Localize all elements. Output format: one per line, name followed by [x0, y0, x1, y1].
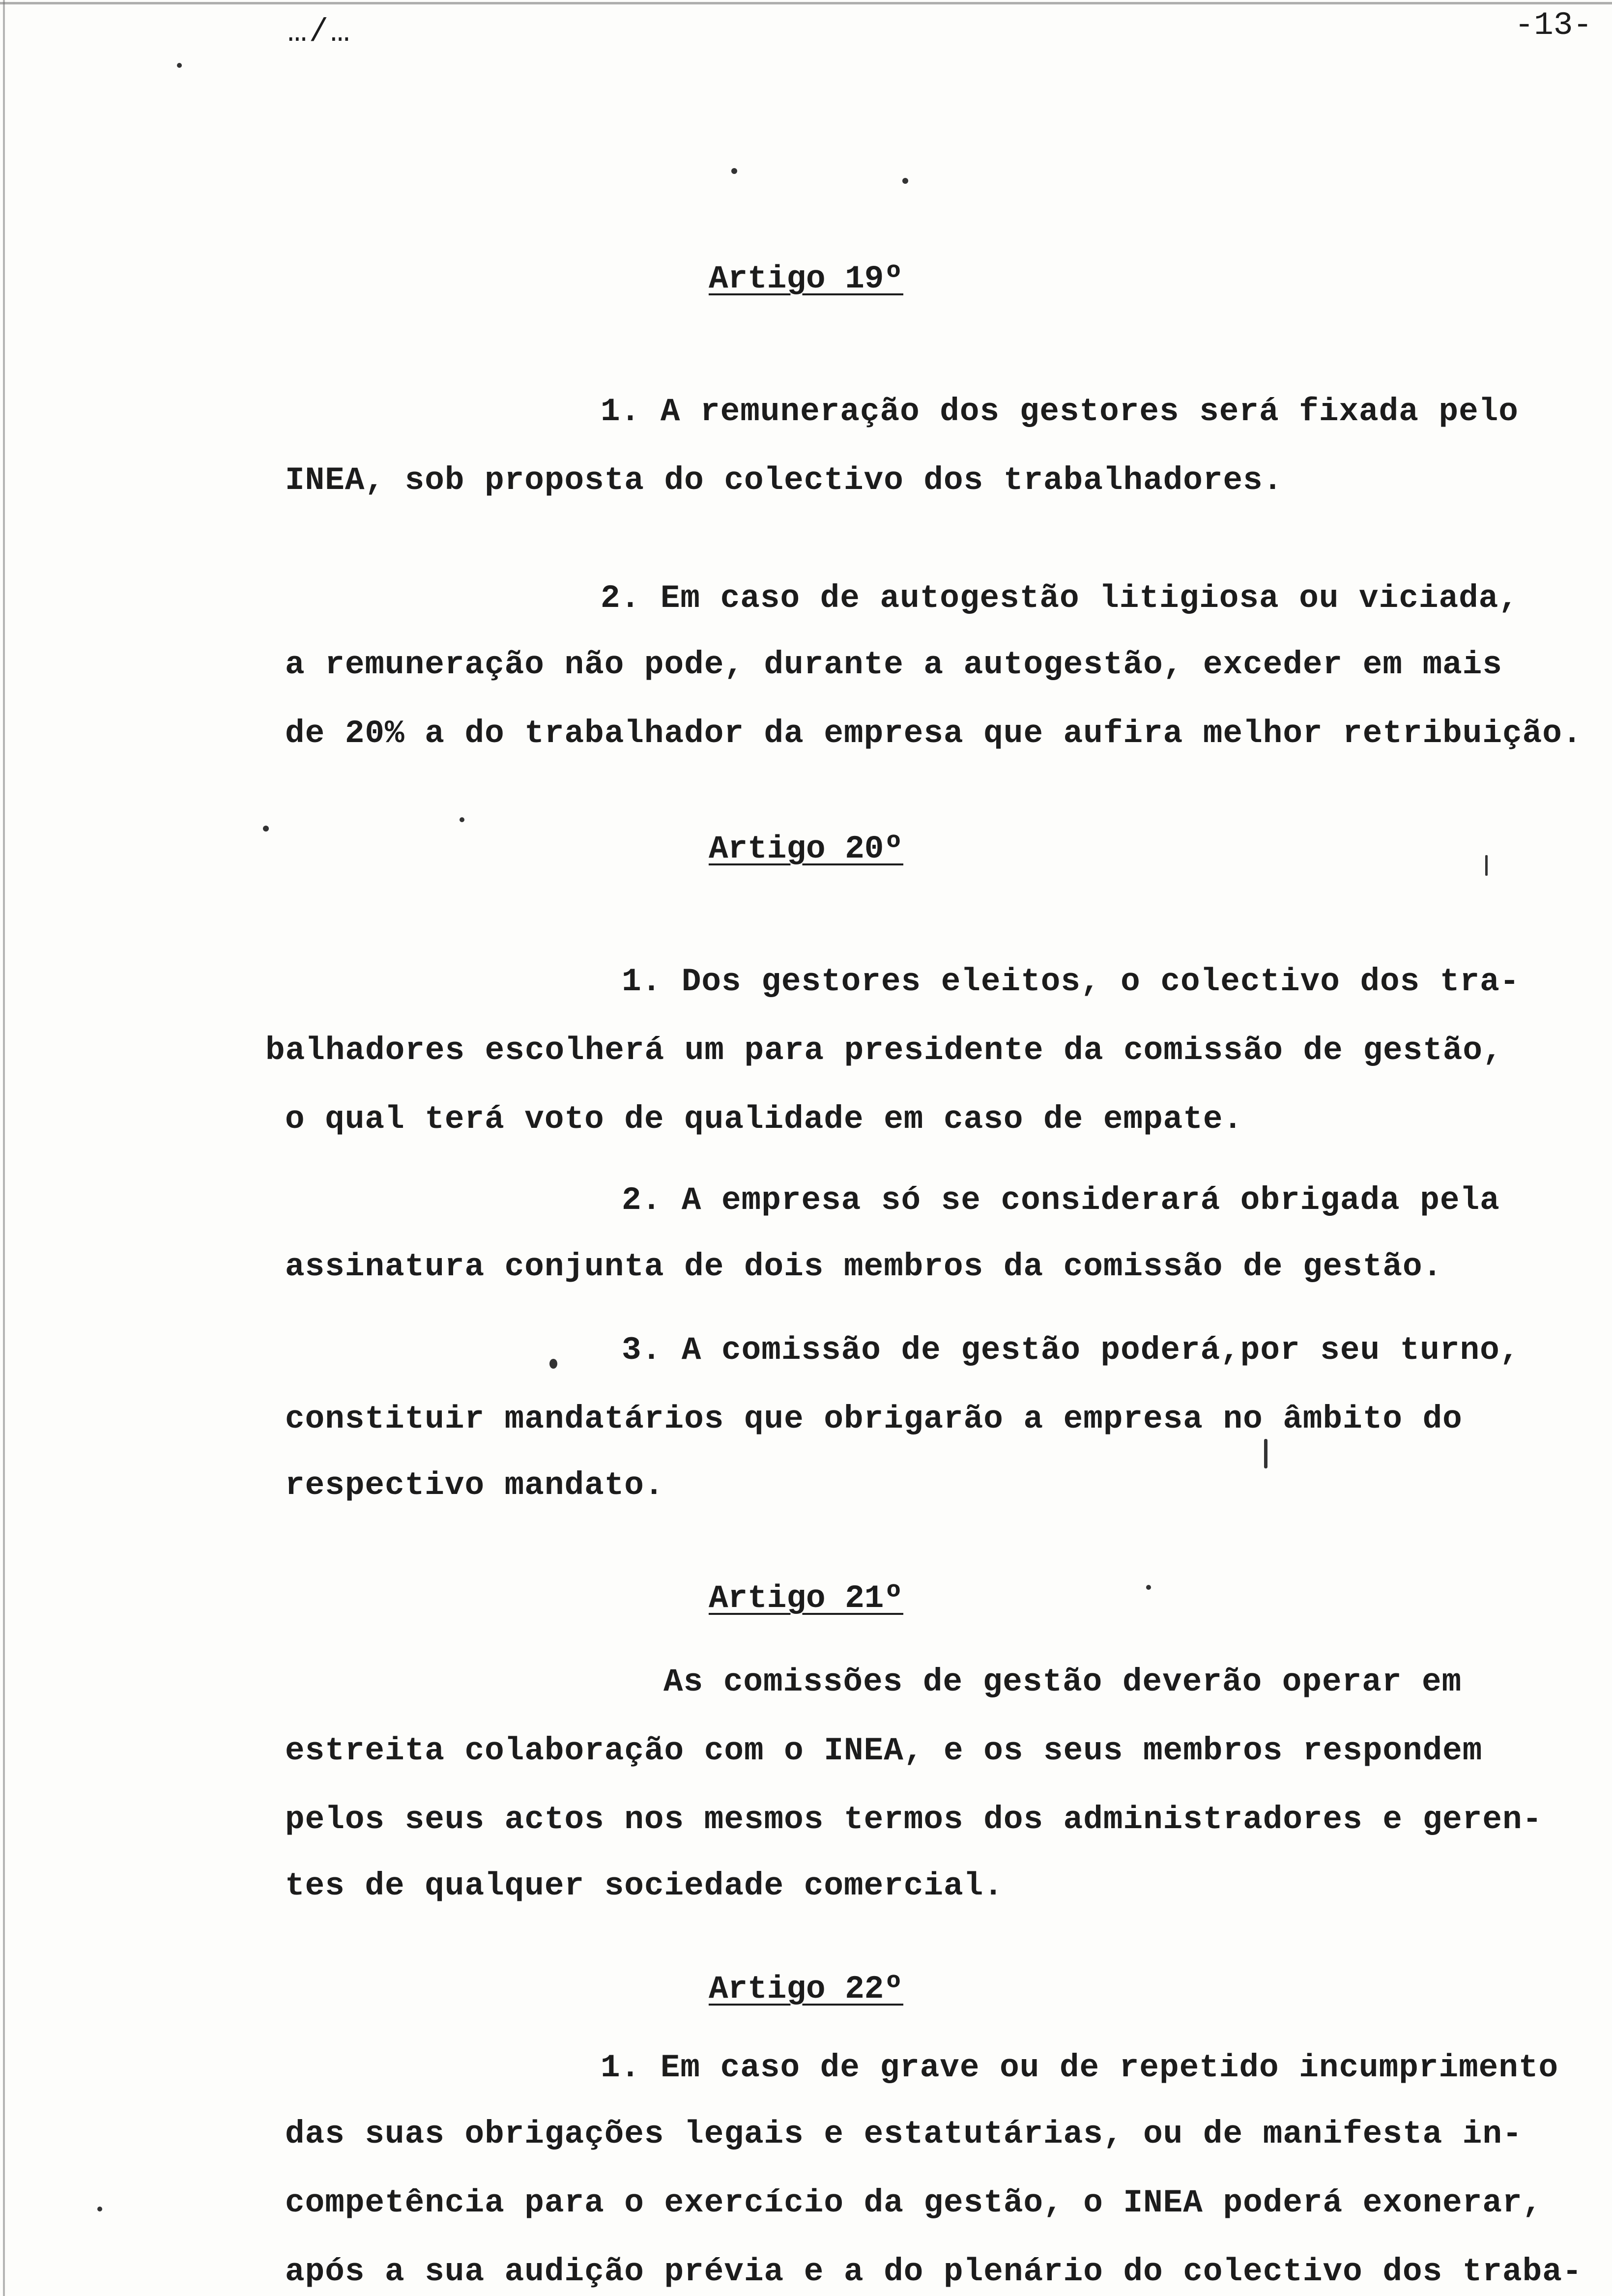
- article-20-line: assinatura conjunta de dois membros da comissão de gestão.: [285, 1248, 1443, 1285]
- scan-speck: [460, 817, 464, 822]
- article-20-line: 1. Dos gestores eleitos, o colectivo dos tra-: [622, 963, 1520, 1000]
- article-22-line: das suas obrigações legais e estatutárias, ou de manifesta in-: [285, 2116, 1523, 2152]
- article-22-line: competência para o exercício da gestão, o INEA poderá exonerar,: [285, 2184, 1543, 2221]
- article-20-line: 3. A comissão de gestão poderá,por seu turno,: [622, 1332, 1520, 1369]
- scan-speck: [1146, 1585, 1151, 1590]
- article-19-line: a remuneração não pode, durante a autogestão, exceder em mais: [285, 646, 1502, 683]
- article-20-heading: Artigo 20º: [708, 831, 904, 867]
- continuation-mark: …/…: [288, 14, 352, 51]
- article-20-line: 2. A empresa só se considerará obrigada pela: [622, 1182, 1500, 1219]
- scan-speck: [731, 168, 737, 174]
- article-19-line: 1. A remuneração dos gestores será fixada pelo: [601, 393, 1519, 430]
- article-19-line: 2. Em caso de autogestão litigiosa ou viciada,: [601, 580, 1519, 617]
- article-20-line: balhadores escolherá um para presidente da comissão de gestão,: [265, 1032, 1503, 1069]
- article-19-line: de 20% a do trabalhador da empresa que aufira melhor retribuição.: [285, 715, 1583, 752]
- article-22-line: 1. Em caso de grave ou de repetido incumprimento: [601, 2049, 1559, 2086]
- article-21-line: As comissões de gestão deverão operar em: [663, 1664, 1462, 1700]
- scan-speck: [902, 178, 908, 184]
- scan-top-edge: [0, 2, 1612, 4]
- page-number: -13-: [1514, 7, 1592, 44]
- article-20-line: constituir mandatários que obrigarão a empresa no âmbito do: [285, 1401, 1463, 1437]
- scan-speck: [549, 1359, 557, 1369]
- scan-speck: [177, 63, 182, 68]
- scan-speck: [1485, 855, 1488, 876]
- article-20-line: respectivo mandato.: [285, 1467, 664, 1504]
- scan-speck: [263, 826, 269, 832]
- article-21-heading: Artigo 21º: [708, 1580, 904, 1617]
- scan-speck: [97, 2207, 102, 2211]
- article-19-heading: Artigo 19º: [708, 260, 904, 297]
- article-19-line: INEA, sob proposta do colectivo dos trabalhadores.: [285, 462, 1283, 499]
- article-22-heading: Artigo 22º: [708, 1971, 904, 2008]
- article-21-line: pelos seus actos nos mesmos termos dos administradores e geren-: [285, 1801, 1543, 1838]
- article-21-line: estreita colaboração com o INEA, e os seus membros respondem: [285, 1732, 1483, 1769]
- scan-left-edge: [3, 0, 5, 2296]
- article-22-line: após a sua audição prévia e a do plenário do colectivo dos traba-: [285, 2253, 1583, 2290]
- article-21-line: tes de qualquer sociedade comercial.: [285, 1867, 1004, 1904]
- article-20-line: o qual terá voto de qualidade em caso de empate.: [285, 1101, 1243, 1138]
- scan-speck: [1264, 1439, 1267, 1468]
